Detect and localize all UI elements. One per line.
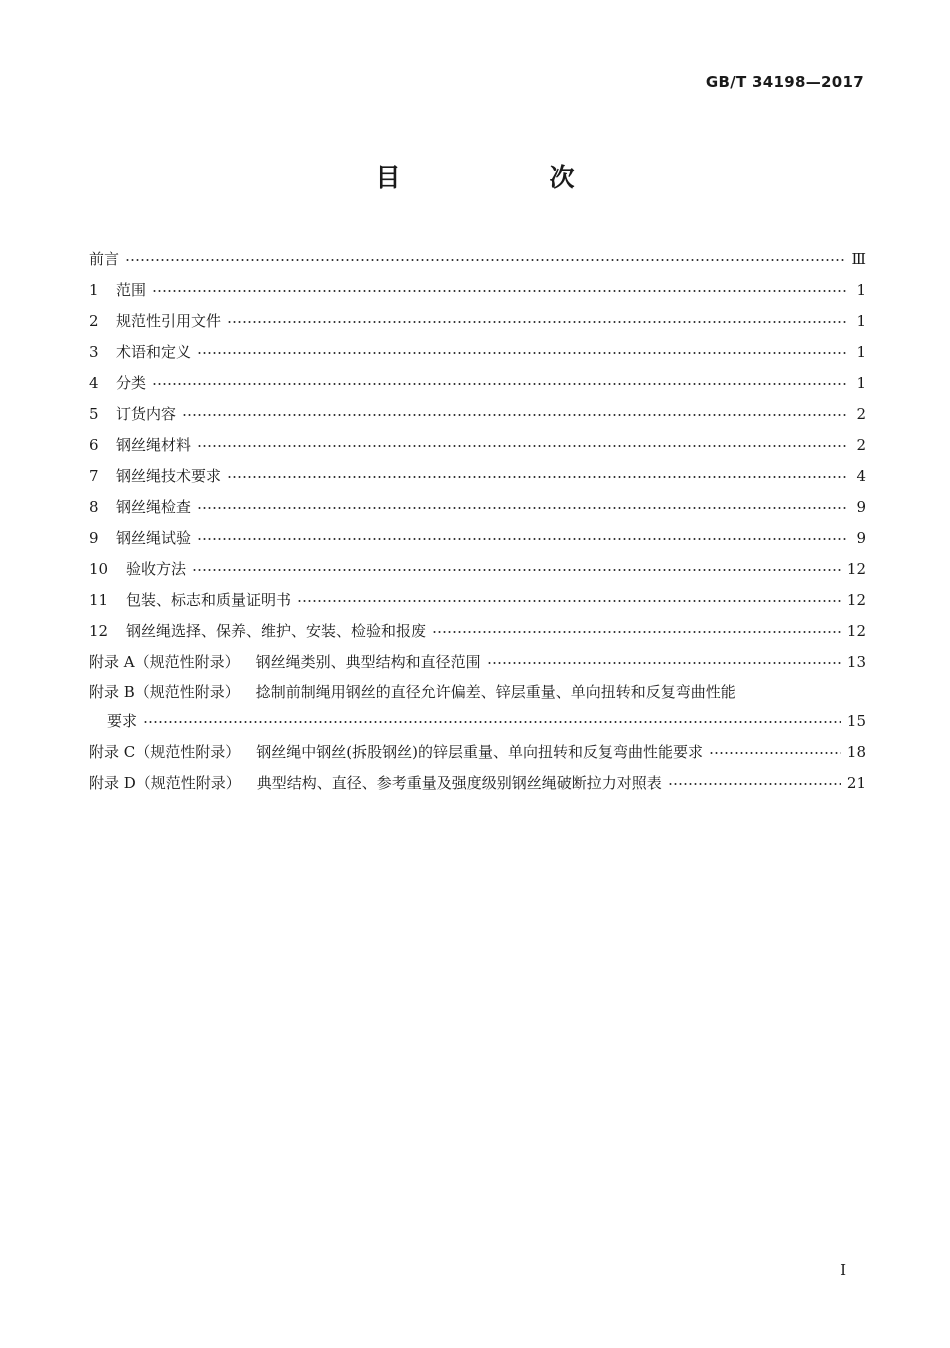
toc-entry-label: 验收方法 <box>126 560 187 578</box>
toc-entry[interactable] <box>89 274 866 305</box>
appendix-prefix: 附录 D（规范性附录） <box>89 774 241 792</box>
toc-entry-label: 术语和定义 <box>116 343 192 361</box>
page-title: 目 次 <box>375 163 637 192</box>
toc-entry-page: 15 <box>846 711 866 730</box>
dot-leader <box>297 600 841 602</box>
toc-entry-number: 5 <box>89 404 99 423</box>
dot-leader <box>432 631 841 633</box>
toc-entry-number: 12 <box>89 621 109 640</box>
toc-entry-appendix-b[interactable] <box>89 677 866 705</box>
dot-leader <box>192 569 841 571</box>
toc-entry-label: 捻制前制绳用钢丝的直径允许偏差、锌层重量、单向扭转和反复弯曲性能 <box>255 682 736 701</box>
toc-entry-appendix-c[interactable] <box>89 736 866 767</box>
toc-entry-page: 9 <box>856 497 866 516</box>
toc-entry[interactable] <box>89 398 866 429</box>
toc-entry-appendix-d[interactable] <box>89 767 866 798</box>
toc-entry-page: 18 <box>846 742 866 761</box>
toc-entry-number: 4 <box>89 373 99 392</box>
toc-entry-page: 4 <box>856 466 866 485</box>
dot-leader <box>197 445 848 447</box>
toc-entry[interactable] <box>89 584 866 615</box>
toc-entry-label: 分类 <box>116 374 147 392</box>
toc-entry-label: 钢丝绳材料 <box>116 436 192 454</box>
dot-leader <box>152 290 848 292</box>
dot-leader <box>125 259 846 261</box>
toc-entry-label: 订货内容 <box>116 405 177 423</box>
toc-entry-number: 1 <box>89 280 99 299</box>
toc-entry-label-continued: 要求 <box>107 712 138 730</box>
toc-entry-page: 13 <box>846 652 866 671</box>
toc-entry-appendix-b-continued[interactable] <box>89 705 866 736</box>
appendix-prefix: 附录 B（规范性附录） <box>89 682 240 701</box>
toc-entry[interactable] <box>89 243 866 274</box>
dot-leader <box>709 752 841 754</box>
toc-entry-page: 1 <box>856 373 866 392</box>
toc-entry-page: Ⅲ <box>851 249 866 268</box>
toc-entry-number: 11 <box>89 590 109 609</box>
appendix-prefix: 附录 C（规范性附录） <box>89 743 241 761</box>
toc-entry-label: 范围 <box>116 281 147 299</box>
toc-entry-page: 9 <box>856 528 866 547</box>
toc-entry-page: 1 <box>856 342 866 361</box>
page-number: I <box>840 1261 846 1279</box>
toc-entry-number: 2 <box>89 311 99 330</box>
toc-entry[interactable] <box>89 615 866 646</box>
dot-leader <box>668 783 841 785</box>
dot-leader <box>182 414 848 416</box>
toc-entry-label: 钢丝绳技术要求 <box>116 467 222 485</box>
appendix-prefix: 附录 A（规范性附录） <box>89 653 240 671</box>
toc-entry-page: 12 <box>846 559 866 578</box>
toc-entry-page: 1 <box>856 311 866 330</box>
toc-entry-page: 12 <box>846 621 866 640</box>
toc-entry-page: 12 <box>846 590 866 609</box>
toc-entry[interactable] <box>89 367 866 398</box>
table-of-contents <box>89 243 866 798</box>
toc-entry-number: 6 <box>89 435 99 454</box>
toc-entry-label: 钢丝绳选择、保养、维护、安装、检验和报废 <box>126 622 427 640</box>
toc-entry-page: 21 <box>846 773 866 792</box>
toc-entry-page: 1 <box>856 280 866 299</box>
dot-leader <box>152 383 848 385</box>
toc-entry[interactable] <box>89 460 866 491</box>
toc-entry-page: 2 <box>856 404 866 423</box>
toc-entry[interactable] <box>89 491 866 522</box>
dot-leader <box>197 507 848 509</box>
dot-leader <box>227 321 848 323</box>
toc-entry-label: 前言 <box>89 250 120 268</box>
dot-leader <box>143 721 841 723</box>
toc-entry[interactable] <box>89 522 866 553</box>
standard-code: GB/T 34198—2017 <box>705 73 864 91</box>
dot-leader <box>487 662 841 664</box>
toc-entry[interactable] <box>89 336 866 367</box>
dot-leader <box>197 352 848 354</box>
toc-entry-label: 典型结构、直径、参考重量及强度级别钢丝绳破断拉力对照表 <box>256 774 662 792</box>
toc-entry-appendix-a[interactable] <box>89 646 866 677</box>
toc-entry-label: 钢丝绳中钢丝(拆股钢丝)的锌层重量、单向扭转和反复弯曲性能要求 <box>256 743 703 761</box>
toc-entry-number: 9 <box>89 528 99 547</box>
toc-entry-number: 7 <box>89 466 99 485</box>
toc-entry-number: 3 <box>89 342 99 361</box>
toc-entry-number: 8 <box>89 497 99 516</box>
toc-entry-label: 钢丝绳检查 <box>116 498 192 516</box>
toc-entry-label: 钢丝绳试验 <box>116 529 192 547</box>
toc-entry-label: 包装、标志和质量证明书 <box>126 591 292 609</box>
toc-entry[interactable] <box>89 553 866 584</box>
toc-entry[interactable] <box>89 305 866 336</box>
dot-leader <box>227 476 848 478</box>
dot-leader <box>197 538 848 540</box>
toc-entry-number: 10 <box>89 559 109 578</box>
toc-entry-page: 2 <box>856 435 866 454</box>
toc-entry-label: 钢丝绳类别、典型结构和直径范围 <box>255 653 481 671</box>
toc-entry[interactable] <box>89 429 866 460</box>
toc-entry-label: 规范性引用文件 <box>116 312 222 330</box>
